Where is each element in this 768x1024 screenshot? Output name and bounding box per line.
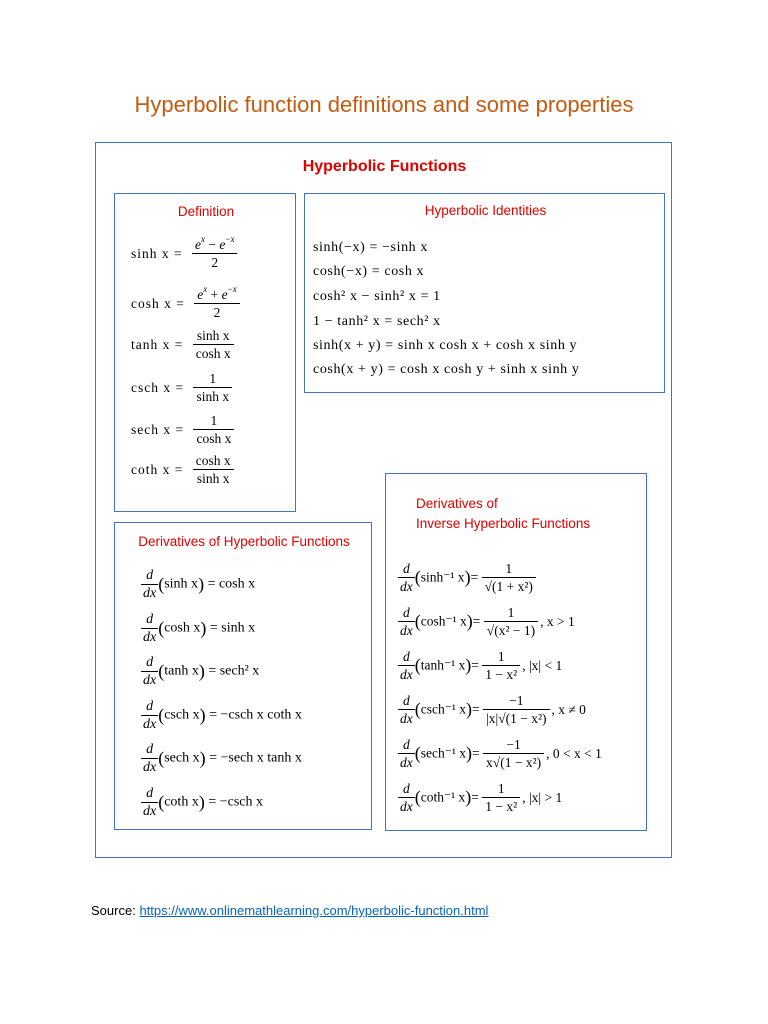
ddx-operator: $\frac{d}{dx}$ xyxy=(143,612,157,645)
definition-lhs: sinh x = xyxy=(131,245,183,261)
inverse-fraction: $\frac{1}{\text{√(1 + x²)}}$ xyxy=(482,560,536,595)
definition-numerator: $e^x - e^{-x}$ xyxy=(192,236,237,254)
definition-row xyxy=(131,370,232,405)
hyperbolic-functions-panel xyxy=(95,142,672,858)
main-heading: Hyperbolic Functions xyxy=(302,158,467,175)
inverse-derivative-row: $\frac{d}{dx}$ (tanh⁻¹ x)= $\frac{1}{\text{1 − x²}}$ , |x| < 1 xyxy=(400,649,563,682)
identity-row: 1 − tanh² x = sech² x xyxy=(313,314,441,329)
derivative-result: = cosh x xyxy=(207,576,256,592)
derivative-result: = −sech x tanh x xyxy=(209,750,302,766)
definition-lhs: csch x = xyxy=(131,379,185,395)
derivative-arg: coth x xyxy=(164,794,199,810)
ddx-operator: $\frac{d}{dx}$ xyxy=(143,742,157,775)
ddx-operator: $\frac{d}{dx}$ xyxy=(400,737,413,770)
source-link[interactable]: https://www.onlinemathlearning.com/hyperbolic-function.html xyxy=(139,903,489,918)
inverse-fraction: $\frac{-1}{\text{|x|√(1 − x²)}}$ xyxy=(483,692,549,727)
definition-numerator: cosh x xyxy=(193,452,234,470)
inverse-fraction: $\frac{-1}{\text{x√(1 − x²)}}$ xyxy=(483,736,544,771)
identity-row: cosh(−x) = cosh x xyxy=(313,264,425,279)
derivative-row: $\frac{d}{dx}$ (coth x) = −csch x xyxy=(143,786,263,819)
ddx-operator: $\frac{d}{dx}$ xyxy=(400,781,413,814)
identity-row: sinh(−x) = −sinh x xyxy=(313,240,428,255)
definition-denominator: cosh x xyxy=(195,346,231,361)
identities-title: Hyperbolic Identities xyxy=(424,203,547,218)
definition-fraction xyxy=(192,236,237,271)
identity-row: cosh² x − sinh² x = 1 xyxy=(313,289,441,304)
definition-fraction xyxy=(193,370,232,405)
definition-denominator: 2 xyxy=(211,255,219,270)
inverse-title-line2: Inverse Hyperbolic Functions xyxy=(416,516,591,531)
definition-denominator: 2 xyxy=(213,305,221,320)
definition-row xyxy=(131,452,234,487)
definition-lhs: sech x = xyxy=(131,421,185,437)
inverse-title-line1: Derivatives of xyxy=(416,496,498,511)
derivative-row: $\frac{d}{dx}$ (cosh x) = sinh x xyxy=(143,612,256,645)
ddx-operator: $\frac{d}{dx}$ xyxy=(143,568,157,601)
derivative-row: $\frac{d}{dx}$ (sinh x) = cosh x xyxy=(143,568,256,601)
derivative-result: = −csch x coth x xyxy=(209,707,302,723)
definition-numerator: $e^x + e^{-x}$ xyxy=(194,286,239,304)
definition-denominator: sinh x xyxy=(196,389,230,404)
ddx-operator: $\frac{d}{dx}$ xyxy=(143,655,157,688)
derivative-result: = sinh x xyxy=(209,620,256,636)
derivatives-box xyxy=(114,522,372,830)
derivative-result: = −csch x xyxy=(208,794,263,810)
inverse-fraction: $\frac{1}{\text{1 − x²}}$ xyxy=(482,780,520,815)
inverse-arg: cosh⁻¹ x xyxy=(420,613,467,629)
identity-row: sinh(x + y) = sinh x cosh x + cosh x sinh y xyxy=(313,338,578,353)
page-title: Hyperbolic function definitions and some properties xyxy=(134,92,634,117)
inverse-derivative-row: $\frac{d}{dx}$ (coth⁻¹ x)= $\frac{1}{\text{1 − x²}}$ , |x| > 1 xyxy=(400,781,563,814)
derivative-row: $\frac{d}{dx}$ (csch x) = −csch x coth x xyxy=(143,699,302,732)
inverse-condition: , |x| < 1 xyxy=(522,657,563,673)
derivative-result: = sech² x xyxy=(208,663,260,679)
inverse-arg: tanh⁻¹ x xyxy=(420,657,466,673)
source-label: Source: xyxy=(91,903,136,918)
inverse-arg: csch⁻¹ x xyxy=(420,701,467,717)
ddx-operator: $\frac{d}{dx}$ xyxy=(143,786,157,819)
identities-box xyxy=(304,193,665,393)
inverse-fraction: $\frac{1}{\text{1 − x²}}$ xyxy=(482,648,520,683)
definition-row xyxy=(131,327,234,362)
derivative-arg: cosh x xyxy=(164,620,201,636)
inverse-condition: , |x| > 1 xyxy=(522,789,563,805)
definition-numerator: sinh x xyxy=(193,327,234,345)
inverse-fraction: $\frac{1}{\text{√(x² − 1)}}$ xyxy=(484,604,538,639)
definition-title: Definition xyxy=(177,204,235,219)
definition-fraction xyxy=(193,412,234,447)
definition-denominator: sinh x xyxy=(196,471,230,486)
definition-lhs: cosh x = xyxy=(131,295,185,311)
derivatives-title: Derivatives of Hyperbolic Functions xyxy=(138,534,350,549)
definition-numerator: 1 xyxy=(193,370,232,388)
definition-row xyxy=(131,286,240,321)
inverse-derivatives-box xyxy=(385,473,647,831)
inverse-condition: , x ≠ 0 xyxy=(551,701,586,717)
derivative-row: $\frac{d}{dx}$ (sech x) = −sech x tanh x xyxy=(143,742,302,775)
ddx-operator: $\frac{d}{dx}$ xyxy=(400,649,413,682)
inverse-derivative-row: $\frac{d}{dx}$ (cosh⁻¹ x)= $\frac{1}{\text{√(x² − 1)}}$ , x > 1 xyxy=(400,605,575,638)
inverse-derivative-row: $\frac{d}{dx}$ (sech⁻¹ x)= $\frac{-1}{\text{x√(1 − x²)}}$ , 0 < x < 1 xyxy=(400,737,602,770)
definition-fraction xyxy=(194,286,239,321)
ddx-operator: $\frac{d}{dx}$ xyxy=(143,699,157,732)
definition-numerator: 1 xyxy=(193,412,234,430)
identity-row: cosh(x + y) = cosh x cosh y + sinh x sinh y xyxy=(313,362,580,377)
inverse-condition: , x > 1 xyxy=(540,613,575,629)
inverse-arg: coth⁻¹ x xyxy=(420,789,466,805)
inverse-derivative-row: $\frac{d}{dx}$ (csch⁻¹ x)= $\frac{-1}{\text{|x|√(1 − x²)}}$ , x ≠ 0 xyxy=(400,693,586,726)
inverse-derivative-row: $\frac{d}{dx}$ (sinh⁻¹ x)= $\frac{1}{\text{√(1 + x²)}}$ xyxy=(398,560,538,595)
inverse-arg: sech⁻¹ x xyxy=(420,745,467,761)
definition-lhs: tanh x = xyxy=(131,336,184,352)
derivative-arg: sech x xyxy=(164,750,200,766)
derivative-arg: sinh x xyxy=(164,576,199,592)
definition-fraction xyxy=(193,452,234,487)
derivative-arg: tanh x xyxy=(164,663,199,679)
ddx-operator: $\frac{d}{dx}$ xyxy=(400,561,413,594)
inverse-condition: , 0 < x < 1 xyxy=(546,745,602,761)
definition-box xyxy=(114,193,296,512)
inverse-derivatives-title xyxy=(416,494,590,534)
definition-lhs: coth x = xyxy=(131,461,184,477)
derivative-arg: csch x xyxy=(164,707,200,723)
inverse-arg: sinh⁻¹ x xyxy=(420,569,465,585)
definition-denominator: cosh x xyxy=(196,431,232,446)
source-line xyxy=(91,903,488,918)
ddx-operator: $\frac{d}{dx}$ xyxy=(400,693,413,726)
derivative-row: $\frac{d}{dx}$ (tanh x) = sech² x xyxy=(143,655,260,688)
definition-row xyxy=(131,236,237,271)
definition-fraction xyxy=(193,327,234,362)
definition-row xyxy=(131,412,234,447)
ddx-operator: $\frac{d}{dx}$ xyxy=(400,605,413,638)
